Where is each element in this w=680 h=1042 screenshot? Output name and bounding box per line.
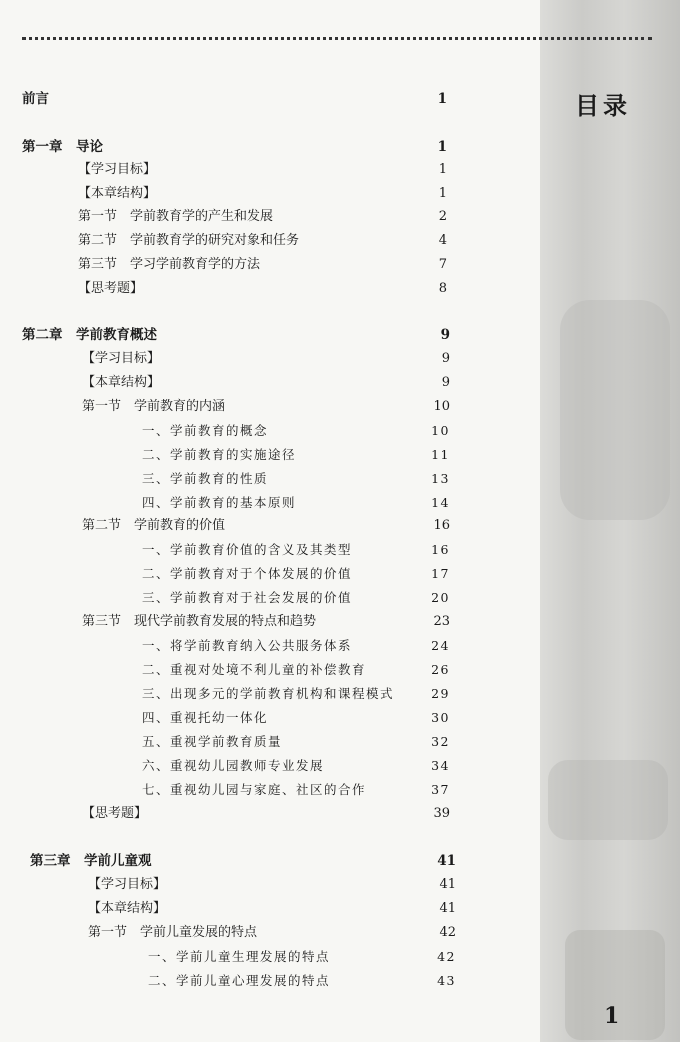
toc-entry-page: 20 <box>431 590 450 605</box>
toc-entry[interactable] <box>0 138 540 156</box>
toc-entry-page: 14 <box>431 495 450 510</box>
page-number: 1 <box>604 1003 620 1029</box>
toc-entry[interactable] <box>0 422 540 440</box>
toc-entry[interactable] <box>0 948 540 966</box>
toc-entry[interactable] <box>0 589 540 607</box>
toc-entry[interactable] <box>0 613 540 631</box>
toc-entry-page: 43 <box>437 973 456 988</box>
toc-entry[interactable] <box>0 781 540 799</box>
toc-entry[interactable] <box>0 326 540 344</box>
toc-entry[interactable] <box>0 185 540 203</box>
toc-entry-label: 三、学前教育对于社会发展的价值 <box>142 590 353 605</box>
toc-entry[interactable] <box>0 494 540 512</box>
toc-entry-page: 7 <box>438 257 447 272</box>
toc-entry-label: 第三章 学前儿童观 <box>30 853 152 869</box>
toc-entry-label: 四、学前教育的基本原则 <box>142 495 297 510</box>
toc-entry-page: 2 <box>438 209 447 224</box>
toc-entry-page: 32 <box>431 734 450 749</box>
toc-entry-page: 26 <box>431 662 450 677</box>
toc-entry-label: 第二节 学前教育学的研究对象和任务 <box>78 233 300 248</box>
toc-entry-page: 13 <box>431 471 450 486</box>
toc-entry-page: 8 <box>438 281 447 296</box>
toc-entry[interactable] <box>0 470 540 488</box>
toc-entry-label: 第三节 现代学前教育发展的特点和趋势 <box>82 614 317 629</box>
toc-entry[interactable] <box>0 685 540 703</box>
toc-entry[interactable] <box>0 709 540 727</box>
toc-entry-page: 9 <box>440 327 450 343</box>
toc-entry-label: 三、出现多元的学前教育机构和课程模式 <box>142 686 395 701</box>
toc-entry-label: 四、重视托幼一体化 <box>142 710 269 725</box>
toc-entry-label: 【思考题】 <box>78 281 144 296</box>
toc-entry-label: 第三节 学习学前教育学的方法 <box>78 257 261 272</box>
toc-entry-page: 10 <box>431 423 450 438</box>
toc-entry-label: 七、重视幼儿园与家庭、社区的合作 <box>142 782 367 797</box>
toc-entry[interactable] <box>0 90 540 108</box>
toc-entry[interactable] <box>0 637 540 655</box>
toc-entry[interactable] <box>0 852 540 870</box>
toc-entry-label: 三、学前教育的性质 <box>142 471 269 486</box>
toc-entry[interactable] <box>0 280 540 298</box>
toc-entry-label: 【本章结构】 <box>78 186 157 201</box>
toc-entry[interactable] <box>0 972 540 990</box>
toc-entry-label: 二、重视对处境不利儿童的补偿教育 <box>142 662 367 677</box>
toc-entry-label: 一、学前教育价值的含义及其类型 <box>142 542 353 557</box>
toc-entry-page: 17 <box>431 566 450 581</box>
toc-entry[interactable] <box>0 350 540 368</box>
toc-entry-page: 1 <box>438 186 447 201</box>
toc-entry-page: 41 <box>439 877 456 892</box>
toc-entry-label: 【学习目标】 <box>78 162 157 177</box>
toc-entry[interactable] <box>0 517 540 535</box>
toc-entry-label: 二、学前教育对于个体发展的价值 <box>142 566 353 581</box>
toc-entry[interactable] <box>0 232 540 250</box>
toc-entry-label: 【学习目标】 <box>82 351 161 366</box>
toc-entry-label: 第二节 学前教育的价值 <box>82 518 226 533</box>
toc-entry-label: 【本章结构】 <box>88 901 167 916</box>
toc-entry[interactable] <box>0 757 540 775</box>
toc-entry-page: 4 <box>438 233 447 248</box>
toc-entry-page: 10 <box>433 399 450 414</box>
toc-entry-page: 39 <box>433 806 450 821</box>
toc-entry[interactable] <box>0 446 540 464</box>
scanned-margin-shadow <box>540 0 680 1042</box>
toc-entry-label: 第一节 学前儿童发展的特点 <box>88 925 258 940</box>
toc-entry[interactable] <box>0 161 540 179</box>
toc-entry-label: 【思考题】 <box>82 806 148 821</box>
toc-entry-label: 第一章 导论 <box>22 139 103 155</box>
toc-entry-page: 42 <box>439 925 456 940</box>
toc-entry-page: 41 <box>439 901 456 916</box>
toc-entry-label: 前言 <box>22 91 49 107</box>
toc-entry-label: 一、学前儿童生理发展的特点 <box>148 949 331 964</box>
toc-entry-label: 第一节 学前教育学的产生和发展 <box>78 209 274 224</box>
toc-entry-page: 37 <box>431 782 450 797</box>
toc-entry[interactable] <box>0 208 540 226</box>
toc-entry-label: 一、将学前教育纳入公共服务体系 <box>142 638 353 653</box>
toc-entry-label: 二、学前儿童心理发展的特点 <box>148 973 331 988</box>
toc-entry[interactable] <box>0 256 540 274</box>
toc-entry-page: 30 <box>431 710 450 725</box>
toc-entry-page: 41 <box>437 853 456 869</box>
toc-entry-page: 9 <box>441 375 450 390</box>
scan-noise <box>548 760 668 840</box>
toc-entry-page: 42 <box>437 949 456 964</box>
toc-entry-label: 二、学前教育的实施途径 <box>142 447 297 462</box>
toc-entry-page: 29 <box>431 686 450 701</box>
scan-noise <box>560 300 670 520</box>
toc-entry-page: 16 <box>433 518 450 533</box>
toc-entry-label: 第一节 学前教育的内涵 <box>82 399 226 414</box>
toc-entry-page: 23 <box>433 614 450 629</box>
toc-entry[interactable] <box>0 900 540 918</box>
toc-entry-page: 34 <box>431 758 450 773</box>
toc-entry-label: 【本章结构】 <box>82 375 161 390</box>
toc-entry[interactable] <box>0 374 540 392</box>
toc-entry-page: 1 <box>437 139 447 155</box>
toc-entry[interactable] <box>0 805 540 823</box>
toc-entry[interactable] <box>0 565 540 583</box>
toc-entry-page: 1 <box>437 91 447 107</box>
toc-entry[interactable] <box>0 398 540 416</box>
toc-entry-label: 一、学前教育的概念 <box>142 423 269 438</box>
toc-entry[interactable] <box>0 661 540 679</box>
toc-entry-label: 六、重视幼儿园教师专业发展 <box>142 758 325 773</box>
toc-entry-label: 第二章 学前教育概述 <box>22 327 157 343</box>
toc-entry[interactable] <box>0 541 540 559</box>
toc-entry[interactable] <box>0 924 540 942</box>
page-title: 目录 <box>575 92 631 120</box>
toc-entry[interactable] <box>0 733 540 751</box>
toc-entry-page: 11 <box>431 447 450 462</box>
toc-entry[interactable] <box>0 876 540 894</box>
toc-entry-page: 9 <box>441 351 450 366</box>
toc-entry-page: 16 <box>431 542 450 557</box>
toc-entry-page: 1 <box>438 162 447 177</box>
toc-entry-label: 【学习目标】 <box>88 877 167 892</box>
toc-entry-page: 24 <box>431 638 450 653</box>
toc-entry-label: 五、重视学前教育质量 <box>142 734 283 749</box>
